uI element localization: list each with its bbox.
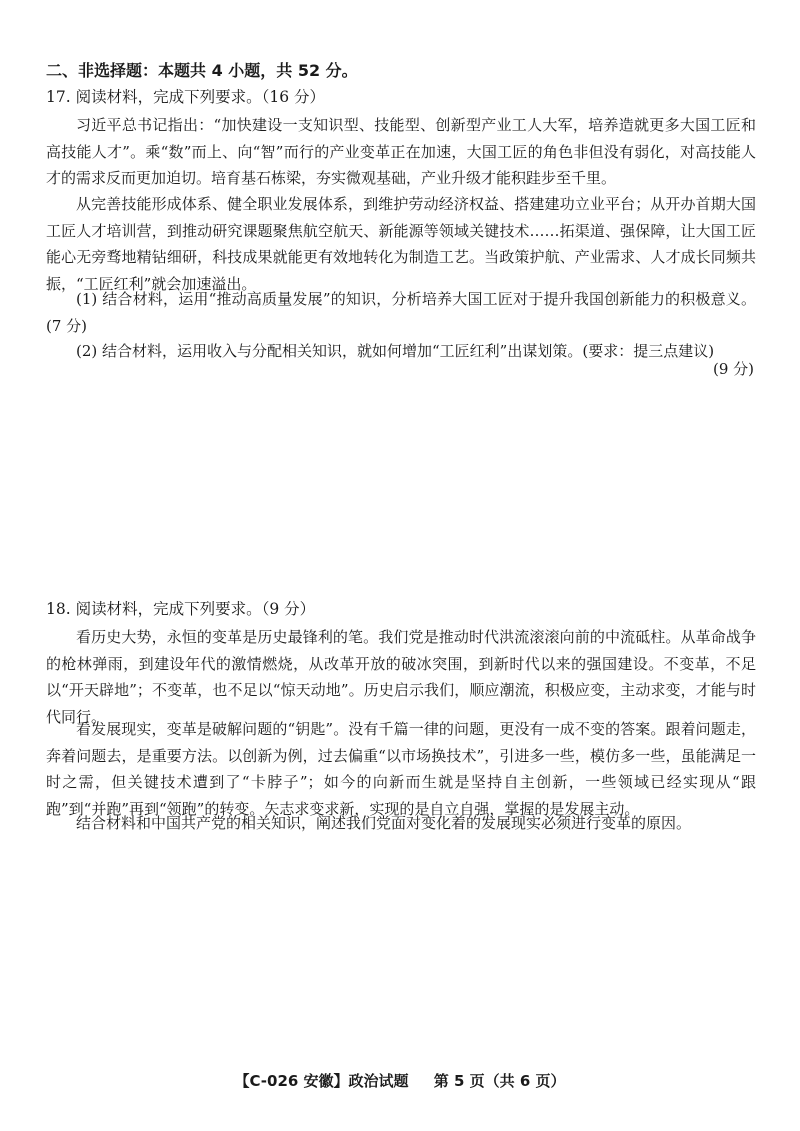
page-footer [0,1070,800,1092]
question-18-material-paragraph-1: 看历史大势，永恒的变革是历史最锋利的笔。我们党是推动时代洪流滚滚向前的中流砥柱。从革命战争的枪林弹雨，到建设年代的激情燃烧，从改革开放的破冰突围，到新时代以来的强国建设。不变革，不足以“开天辟地”；不变革，也不足以“惊天动地”。历史启示我们，顺应潮流，积极应变，主动求变，才能与时代同行。 [46,628,756,726]
question-17-heading: 17. 阅读材料，完成下列要求。（16 分） [46,88,325,106]
question-17-subquestion-2-score: (9 分) [712,360,754,378]
exam-code: 【C-026 安徽】政治试题 [234,1072,409,1090]
question-17-material-paragraph-2: 从完善技能形成体系、健全职业发展体系，到维护劳动经济权益、搭建建功立业平台；从开办首期大国工匠人才培训营，到推动研究课题聚焦航空航天、新能源等领域关键技术……拓渠道、强保障，让大国工匠能心无旁骛地精钻细研，科技成果就能更有效地转化为制造工艺。当政策护航、产业需求、人才成长同频共振，“工匠红利”就会加速溢出。 [46,195,756,293]
question-17-subquestion-1: (1) 结合材料，运用“推动高质量发展”的知识，分析培养大国工匠对于提升我国创新能力的积极意义。(7 分) [46,290,756,335]
section-title: 二、非选择题：本题共 4 小题，共 52 分。 [46,61,358,80]
question-18-heading: 18. 阅读材料，完成下列要求。（9 分） [46,600,316,618]
question-18-material-paragraph-2: 看发展现实，变革是破解问题的“钥匙”。没有千篇一律的问题，更没有一成不变的答案。跟着问题走，奔着问题去，是重要方法。以创新为例，过去偏重“以市场换技术”，引进多一些，模仿多一些，虽能满足一时之需，但关键技术遭到了“卡脖子”；如今的向新而生就是坚持自主创新，一些领域已经实现从“跟跑”到“并跑”再到“领跑”的转变。矢志求变求新，实现的是自立自强，掌握的是发展主动。 [46,720,756,818]
question-18-task: 结合材料和中国共产党的相关知识，阐述我们党面对变化着的发展现实必须进行变革的原因。 [76,814,692,832]
question-17-subquestion-2: (2) 结合材料，运用收入与分配相关知识，就如何增加“工匠红利”出谋划策。(要求：提三点建议) [76,342,715,360]
page-number: 第 5 页（共 6 页） [433,1072,566,1090]
question-17-material-paragraph-1: 习近平总书记指出：“加快建设一支知识型、技能型、创新型产业工人大军，培养造就更多大国工匠和高技能人才”。乘“数”而上、向“智”而行的产业变革正在加速，大国工匠的角色非但没有弱化，对高技能人才的需求反而更加迫切。培育基石栋梁，夯实微观基础，产业升级才能积跬步至千里。 [46,116,756,187]
